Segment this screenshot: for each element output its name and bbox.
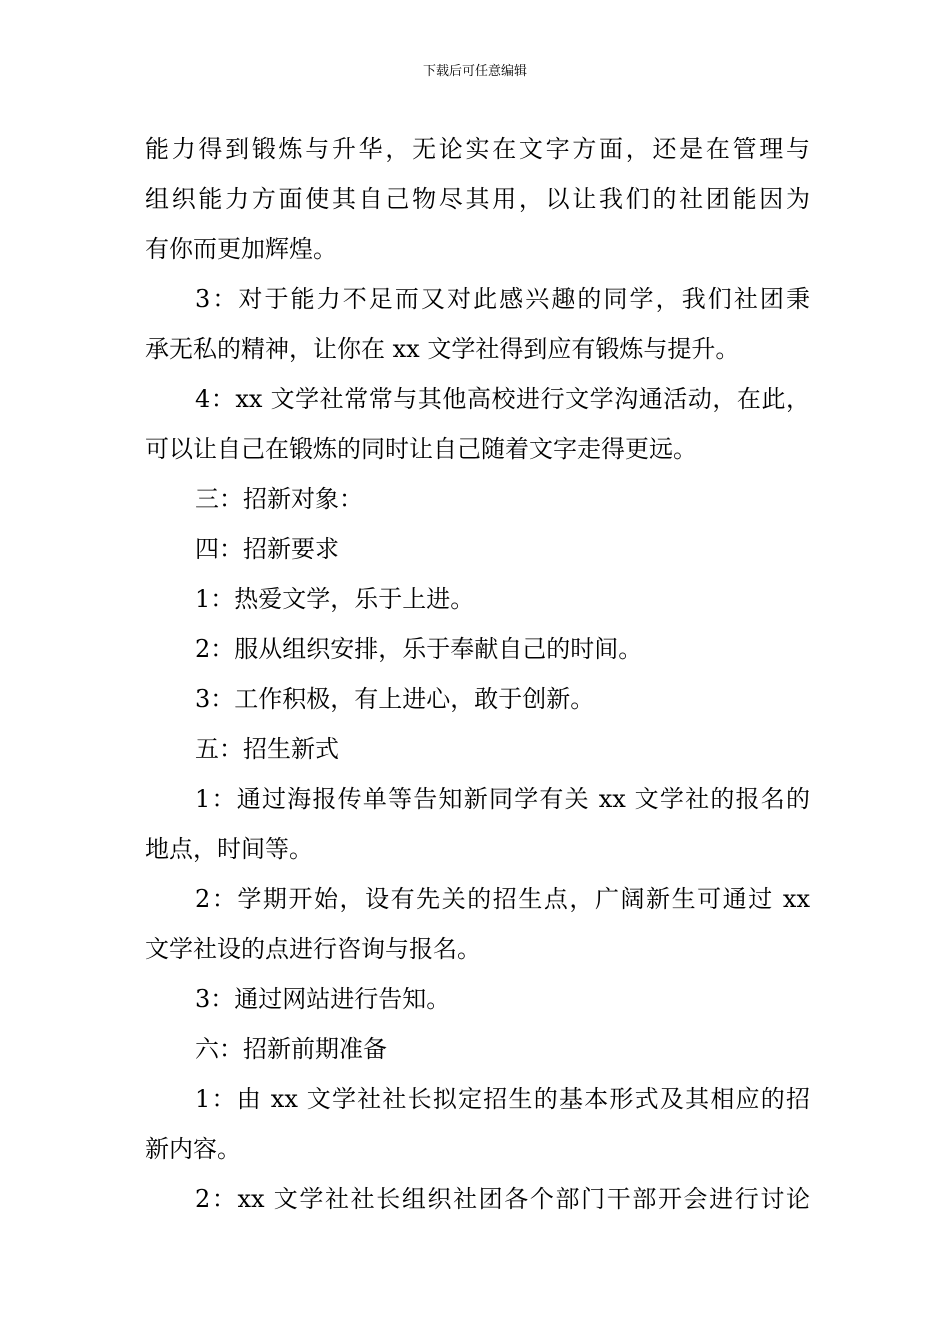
- paragraph-start: 2：xx 文学社社长组织社团各个部门干部开会进行讨论: [195, 1185, 810, 1213]
- section-heading: 四：招新要求: [195, 535, 339, 563]
- list-item: 3：工作积极，有上进心，敢于创新。: [195, 685, 595, 713]
- section-heading: 三：招新对象：: [195, 485, 363, 513]
- page-header: 下载后可任意编辑: [422, 64, 527, 79]
- text-line: 有你而更加辉煌。: [145, 235, 337, 263]
- paragraph-start: 3：对于能力不足而又对此感兴趣的同学，我们社团秉: [195, 285, 810, 313]
- list-item: 2：服从组织安排，乐于奉献自己的时间。: [195, 635, 643, 663]
- paragraph-start: 2：学期开始，设有先关的招生点，广阔新生可通过 xx: [195, 885, 810, 913]
- list-item: 1：热爱文学，乐于上进。: [195, 585, 475, 613]
- text-line: 地点，时间等。: [145, 835, 313, 863]
- list-item: 3：通过网站进行告知。: [195, 985, 451, 1013]
- section-heading: 六：招新前期准备: [195, 1035, 387, 1063]
- text-line: 可以让自己在锻炼的同时让自己随着文字走得更远。: [145, 435, 697, 463]
- text-line: 组织能力方面使其自己物尽其用，以让我们的社团能因为: [145, 185, 810, 213]
- text-line: 能力得到锻炼与升华，无论实在文字方面，还是在管理与: [145, 135, 810, 163]
- text-line: 承无私的精神，让你在 xx 文学社得到应有锻炼与提升。: [145, 335, 740, 363]
- paragraph-start: 1：由 xx 文学社社长拟定招生的基本形式及其相应的招: [195, 1085, 810, 1113]
- text-line: 新内容。: [145, 1135, 241, 1163]
- paragraph-start: 1：通过海报传单等告知新同学有关 xx 文学社的报名的: [195, 785, 810, 813]
- section-heading: 五：招生新式: [195, 735, 339, 763]
- paragraph-start: 4：xx 文学社常常与其他高校进行文学沟通活动，在此，: [195, 385, 810, 413]
- text-line: 文学社设的点进行咨询与报名。: [145, 935, 481, 963]
- document-body: [145, 124, 810, 1224]
